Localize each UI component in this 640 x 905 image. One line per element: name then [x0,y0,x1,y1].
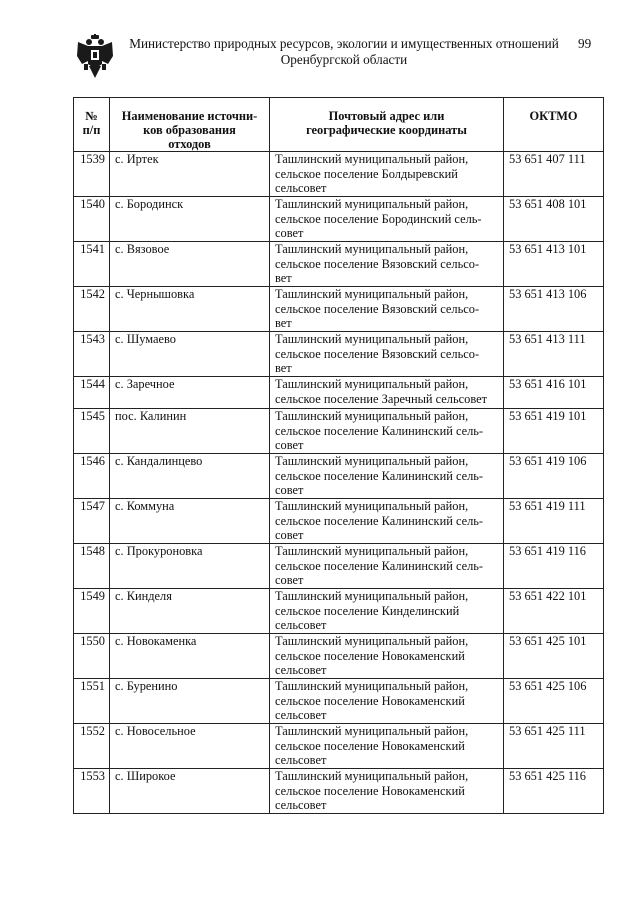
cell-num: 1542 [74,287,110,332]
table-row [74,454,604,499]
table-row [74,287,604,332]
cell-num: 1552 [74,724,110,769]
cell-num: 1550 [74,634,110,679]
cell-address: Ташлинский муниципальный район, сельское поселение Вязовский сельсо- вет [270,287,504,332]
table-row [74,499,604,544]
cell-oktmo: 53 651 425 101 [504,634,604,679]
cell-num: 1539 [74,152,110,197]
cell-name: с. Кандалинцево [110,454,270,499]
table-row [74,332,604,377]
cell-address: Ташлинский муниципальный район, сельское поселение Калининский сель- совет [270,454,504,499]
cell-address: Ташлинский муниципальный район, сельское поселение Калининский сель- совет [270,499,504,544]
table-row [74,769,604,814]
cell-num: 1544 [74,377,110,409]
cell-oktmo: 53 651 407 111 [504,152,604,197]
cell-num: 1543 [74,332,110,377]
cell-name: с. Новокаменка [110,634,270,679]
cell-address: Ташлинский муниципальный район, сельское поселение Бородинский сель- совет [270,197,504,242]
cell-address: Ташлинский муниципальный район, сельское поселение Новокаменский сельсовет [270,769,504,814]
cell-oktmo: 53 651 419 116 [504,544,604,589]
cell-name: с. Кинделя [110,589,270,634]
table-header-row [74,98,604,152]
cell-num: 1553 [74,769,110,814]
ministry-line-2: Оренбургской области [280,52,408,67]
cell-oktmo: 53 651 413 111 [504,332,604,377]
cell-address: Ташлинский муниципальный район, сельское поселение Болдыревский сельсовет [270,152,504,197]
cell-oktmo: 53 651 413 101 [504,242,604,287]
cell-oktmo: 53 651 425 116 [504,769,604,814]
cell-name: с. Иртек [110,152,270,197]
cell-address: Ташлинский муниципальный район, сельское поселение Новокаменский сельсовет [270,634,504,679]
cell-name: с. Коммуна [110,499,270,544]
page-number: 99 [578,36,592,51]
ministry-line-1: Министерство природных ресурсов, экологии и имущественных отношений [129,36,559,51]
cell-address: Ташлинский муниципальный район, сельское поселение Калининский сель- совет [270,544,504,589]
cell-num: 1547 [74,499,110,544]
table-row [74,409,604,454]
table-row [74,589,604,634]
cell-name: с. Чернышовка [110,287,270,332]
cell-oktmo: 53 651 416 101 [504,377,604,409]
cell-oktmo: 53 651 425 111 [504,724,604,769]
cell-name: с. Буренино [110,679,270,724]
column-header-address: Почтовый адрес или географические координаты [270,98,504,152]
cell-num: 1549 [74,589,110,634]
cell-address: Ташлинский муниципальный район, сельское поселение Новокаменский сельсовет [270,724,504,769]
cell-num: 1548 [74,544,110,589]
cell-address: Ташлинский муниципальный район, сельское поселение Вязовский сельсо- вет [270,242,504,287]
cell-name: с. Широкое [110,769,270,814]
column-header-oktmo: ОКТМО [504,98,604,152]
cell-name: пос. Калинин [110,409,270,454]
column-header-num: № п/п [74,98,110,152]
cell-name: с. Бородинск [110,197,270,242]
cell-address: Ташлинский муниципальный район, сельское поселение Вязовский сельсо- вет [270,332,504,377]
cell-oktmo: 53 651 419 111 [504,499,604,544]
table-row [74,679,604,724]
cell-num: 1545 [74,409,110,454]
table-row [74,197,604,242]
cell-num: 1541 [74,242,110,287]
cell-num: 1540 [74,197,110,242]
cell-name: с. Шумаево [110,332,270,377]
cell-name: с. Прокуроновка [110,544,270,589]
table-row [74,152,604,197]
coat-of-arms-icon [76,34,114,80]
cell-address: Ташлинский муниципальный район, сельское поселение Кинделинский сельсовет [270,589,504,634]
cell-num: 1551 [74,679,110,724]
ministry-header [124,36,564,68]
table-row [74,724,604,769]
table-row [74,242,604,287]
cell-num: 1546 [74,454,110,499]
waste-sources-table [73,97,604,814]
cell-address: Ташлинский муниципальный район, сельское поселение Заречный сельсовет [270,377,504,409]
cell-oktmo: 53 651 419 106 [504,454,604,499]
table-row [74,377,604,409]
cell-address: Ташлинский муниципальный район, сельское поселение Новокаменский сельсовет [270,679,504,724]
cell-oktmo: 53 651 408 101 [504,197,604,242]
table-row [74,634,604,679]
cell-oktmo: 53 651 413 106 [504,287,604,332]
cell-oktmo: 53 651 425 106 [504,679,604,724]
cell-name: с. Заречное [110,377,270,409]
cell-oktmo: 53 651 419 101 [504,409,604,454]
cell-address: Ташлинский муниципальный район, сельское поселение Калининский сель- совет [270,409,504,454]
cell-name: с. Новосельное [110,724,270,769]
table-row [74,544,604,589]
cell-name: с. Вязовое [110,242,270,287]
cell-oktmo: 53 651 422 101 [504,589,604,634]
column-header-name: Наименование источни- ков образования отходов [110,98,270,152]
